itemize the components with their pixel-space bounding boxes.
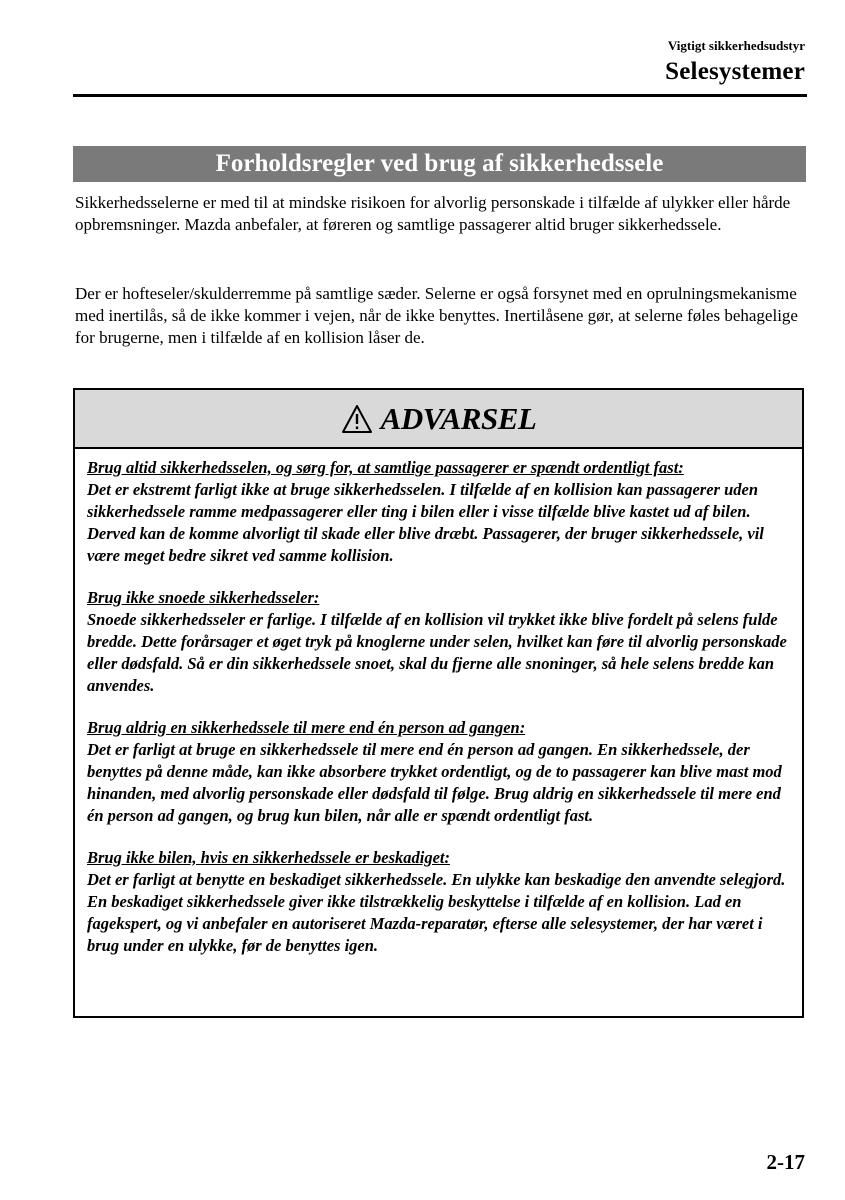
- running-header-chapter: Selesystemer: [665, 58, 805, 85]
- warning-item: [87, 587, 790, 697]
- header-divider: [73, 94, 807, 97]
- warning-header: [75, 390, 802, 449]
- warning-box: [73, 388, 804, 1018]
- warning-body: [75, 449, 802, 957]
- warning-item: [87, 847, 790, 957]
- seatbelt-description-paragraph: Der er hofteseler/skulderremme på samtlige sæder. Selerne er også forsynet med en oprulningsmekanisme med inertilås, så de ikke kommer i vejen, når de ikke benyttes. Inertilåsene gør, at selerne føles behagelige for brugerne, men i tilfælde af en kollision låser de.: [75, 284, 798, 347]
- warning-item: [87, 717, 790, 827]
- warning-triangle-icon: [341, 404, 373, 434]
- page-number: 2-17: [766, 1150, 805, 1174]
- warning-item-text: Det er farligt at bruge en sikkerhedssele til mere end én person ad gangen. En sikkerhedssele, der benyttes på denne måde, kan ikke absorbere trykket ordentligt, og de to passagerer kan blive mast mod hinanden, med alvorlig personskade eller dødsfald til følge. Brug aldrig en sikkerhedssele til mere end én person ad gangen, og brug kun bilen, når alle er spændt ordentligt fast.: [87, 740, 782, 825]
- warning-title: ADVARSEL: [380, 400, 537, 436]
- warning-item-title: Brug ikke snoede sikkerhedsseler:: [87, 588, 320, 607]
- warning-item: [87, 457, 790, 567]
- intro-paragraph: Sikkerhedsselerne er med til at mindske risikoen for alvorlig personskade i tilfælde af ulykker eller hårde opbremsninger. Mazda anbefaler, at føreren og samtlige passagerer altid bruger sikkerhedssele.: [75, 193, 791, 234]
- section-heading: Forholdsregler ved brug af sikkerhedssele: [73, 146, 806, 182]
- warning-item-title: Brug aldrig en sikkerhedssele til mere end én person ad gangen:: [87, 718, 526, 737]
- running-header-section: Vigtigt sikkerhedsudstyr: [667, 38, 805, 53]
- warning-item-text: Det er farligt at benytte en beskadiget sikkerhedssele. En ulykke kan beskadige den anvendte selegjord. En beskadiget sikkerhedssele giver ikke tilstrækkelig beskyttelse i tilfælde af en kollision. Lad en fagekspert, og vi anbefaler en autoriseret Mazda-reparatør, efterse alle selesystemer, der har været i brug under en ulykke, før de benyttes igen.: [87, 870, 786, 955]
- warning-item-title: Brug ikke bilen, hvis en sikkerhedssele er beskadiget:: [87, 848, 450, 867]
- warning-item-text: Det er ekstremt farligt ikke at bruge sikkerhedsselen. I tilfælde af en kollision kan passagerer uden sikkerhedssele ramme medpassagerer eller ting i bilen eller i visse tilfælde blive kastet ud af bilen. Derved kan de komme alvorligt til skade eller blive dræbt. Passagerer, der bruger sikkerhedssele, vil være meget bedre sikret ved samme kollision.: [87, 480, 764, 565]
- warning-item-text: Snoede sikkerhedsseler er farlige. I tilfælde af en kollision vil trykket ikke blive fordelt på selens fulde bredde. Dette forårsager et øget tryk på knoglerne under selen, hvilket kan føre til alvorlig personskade eller dødsfald. Så er din sikkerhedssele snoet, skal du fjerne alle snoninger, så hele selens bredde kan anvendes.: [87, 610, 787, 695]
- warning-item-title: Brug altid sikkerhedsselen, og sørg for, at samtlige passagerer er spændt ordentligt fast:: [87, 458, 684, 477]
